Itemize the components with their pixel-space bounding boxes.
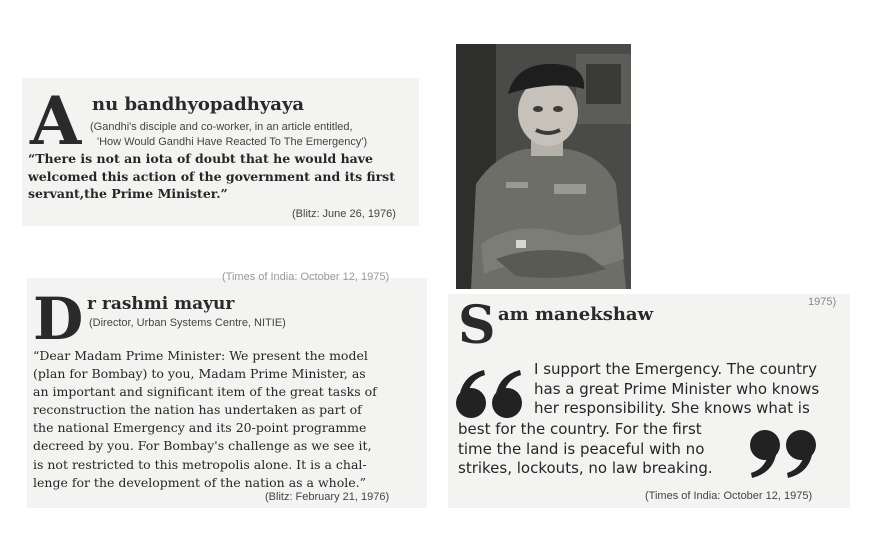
person-note-line-1: (Gandhi's disciple and co-worker, in an article entitled, [90, 121, 353, 133]
quote-text-indented [534, 360, 819, 419]
quote-line: “There is not an iota of doubt that he would have [28, 151, 373, 166]
officer-portrait-image [456, 44, 631, 289]
quote-line: has a great Prime Minister who knows [534, 379, 820, 398]
quote-line: servant,the Prime Minister.” [28, 186, 228, 201]
quote-text [33, 347, 377, 492]
quote-line: best for the country. For the first [458, 420, 702, 438]
source-citation: (Blitz: February 21, 1976) [265, 491, 390, 503]
clipping-sam [448, 294, 850, 508]
person-note: (Director, Urban Systems Centre, NITIE) [89, 317, 286, 329]
person-name: r rashmi mayur [87, 294, 235, 314]
quote-text-full [458, 420, 713, 479]
person-note-line-2: 'How Would Gandhi Have Reacted To The Emergency') [97, 136, 368, 148]
quote-line: reconstruction the nation has undertaken as part of [33, 402, 362, 418]
quote-line: lenge for the development of the nation as a whole.” [33, 474, 366, 490]
quote-line: I support the Emergency. The country [534, 360, 817, 378]
clipping-anu [22, 78, 419, 226]
person-name: nu bandhyopadhyaya [92, 94, 305, 115]
quote-line: welcomed this action of the government and its first [28, 168, 395, 184]
open-quote-icon [454, 368, 526, 420]
source-citation: (Times of India: October 12, 1975) [645, 490, 813, 502]
drop-cap-initial: A [30, 82, 82, 160]
quote-line: decreed by you. For Bombay's challenge as we see it, [33, 438, 372, 454]
quote-line: is not restricted to this metropolis alone. It is a chal- [33, 456, 367, 472]
source-citation: (Blitz: June 26, 1976) [292, 208, 396, 220]
quote-line: an important and significant item of the great tasks of [33, 384, 377, 400]
close-quote-icon [748, 428, 820, 480]
quote-line: strikes, lockouts, no law breaking. [458, 459, 713, 477]
drop-cap-initial: S [458, 295, 496, 356]
quote-line: the national Emergency and its 20-point programme [33, 420, 367, 436]
clipping-rashmi [27, 271, 427, 508]
drop-cap-initial: D [33, 285, 84, 353]
quote-line: her responsibility. She knows what is [534, 399, 810, 417]
quote-line: (plan for Bombay) to you, Madam Prime Minister, as [33, 366, 366, 382]
year-fragment: 1975) [808, 296, 837, 308]
quote-line: time the land is peaceful with no [458, 439, 705, 458]
person-name: am manekshaw [498, 304, 654, 325]
cut-off-header-text: (Times of India: October 12, 1975) [222, 271, 390, 283]
officer-photo [456, 44, 631, 289]
quote-line: “Dear Madam Prime Minister: We present the model [33, 348, 368, 363]
quote-text [28, 150, 395, 203]
